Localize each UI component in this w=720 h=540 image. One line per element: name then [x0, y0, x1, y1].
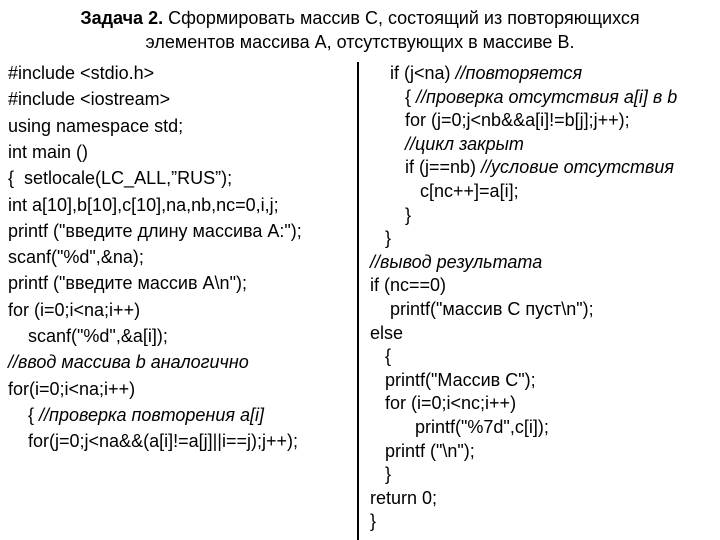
code-line	[370, 132, 524, 156]
code-line	[370, 439, 475, 463]
code-text: #include <iostream>	[8, 89, 171, 110]
code-text: printf ("\n");	[370, 440, 475, 461]
code-comment: //проверка повторения a[i]	[39, 404, 264, 425]
code-text: printf("%7d",c[i]);	[370, 417, 549, 437]
code-text: printf("массив С пуст\n");	[370, 299, 594, 319]
code-line	[370, 509, 376, 533]
code-line	[8, 350, 249, 374]
title-line-2: элементов массива А, отсутствующих в массиве В.	[145, 32, 575, 52]
code-line	[370, 179, 519, 203]
code-line	[370, 273, 446, 297]
code-line	[370, 155, 674, 179]
task-label: Задача 2.	[80, 8, 164, 28]
code-line	[8, 377, 135, 401]
code-line	[370, 61, 582, 85]
code-comment: //условие отсутствия	[481, 157, 675, 178]
code-text: else	[370, 322, 404, 343]
slide-title	[0, 6, 720, 54]
code-text: using namespace std;	[8, 115, 184, 136]
code-text: }	[370, 511, 377, 532]
code-comment: //цикл закрыт	[405, 133, 524, 154]
code-line	[8, 298, 140, 322]
code-line	[370, 250, 542, 274]
code-line	[370, 391, 516, 415]
code-line	[8, 61, 154, 85]
code-line	[8, 245, 144, 269]
title-text-1: Сформировать массив С, состоящий из повторяющихся	[163, 8, 640, 28]
code-text: }	[370, 464, 392, 485]
code-text: printf("Массив С");	[370, 369, 536, 390]
code-text: scanf("%d",&a[i]);	[8, 326, 168, 346]
code-text: }	[370, 204, 412, 225]
code-text: {	[8, 404, 40, 425]
code-text: for(i=0;i<na;i++)	[8, 378, 136, 399]
code-text	[370, 134, 405, 154]
code-line	[8, 429, 298, 453]
column-divider	[357, 62, 359, 540]
code-text: }	[370, 228, 392, 249]
code-line	[8, 324, 168, 348]
code-text: printf ("введите длину массива А:");	[8, 220, 302, 241]
code-text: printf ("введите массив А\n");	[8, 273, 247, 294]
code-text: return 0;	[370, 487, 438, 508]
code-line	[370, 203, 411, 227]
code-text: #include <stdio.h>	[8, 63, 155, 83]
code-line	[8, 403, 264, 427]
code-text: int a[10],b[10],c[10],na,nb,nc=0,i,j;	[8, 194, 279, 215]
code-text: if (j<na)	[370, 63, 456, 83]
code-line	[370, 368, 536, 392]
code-line	[8, 219, 302, 243]
code-line	[8, 114, 183, 138]
code-comment: //вывод результата	[370, 251, 543, 272]
code-text: {	[370, 346, 392, 367]
code-text: if (j==nb)	[370, 157, 482, 178]
code-comment: //повторяется	[455, 63, 583, 83]
code-text: c[nc++]=a[i];	[370, 181, 519, 201]
code-line	[8, 87, 170, 111]
code-text: for(j=0;j<na&&(a[i]!=a[j]||i==j);j++);	[8, 431, 298, 452]
code-line	[8, 166, 232, 190]
code-line	[8, 271, 247, 295]
code-text: for (i=0;i<nc;i++)	[370, 393, 517, 414]
code-comment: //проверка отсутствия a[i] в b	[416, 86, 678, 107]
code-line	[370, 462, 391, 486]
code-line	[370, 321, 403, 345]
code-text: if (nc==0)	[370, 275, 447, 296]
code-line	[370, 85, 677, 109]
code-line	[370, 108, 630, 132]
code-text: { setlocale(LC_ALL,”RUS”);	[8, 168, 233, 189]
code-text: scanf("%d",&na);	[8, 247, 144, 268]
code-line	[370, 486, 437, 510]
code-line	[370, 344, 391, 368]
code-comment: //ввод массива b аналогично	[8, 352, 249, 373]
code-text: int main ()	[8, 141, 89, 162]
code-text: {	[370, 86, 417, 107]
title-line-1	[0, 6, 720, 30]
code-line	[370, 226, 391, 250]
code-line	[8, 140, 88, 164]
code-line	[370, 415, 549, 439]
code-text: for (i=0;i<na;i++)	[8, 299, 141, 320]
code-text: for (j=0;j<nb&&a[i]!=b[j];j++);	[370, 110, 630, 131]
code-line	[8, 193, 279, 217]
code-line	[370, 297, 594, 321]
